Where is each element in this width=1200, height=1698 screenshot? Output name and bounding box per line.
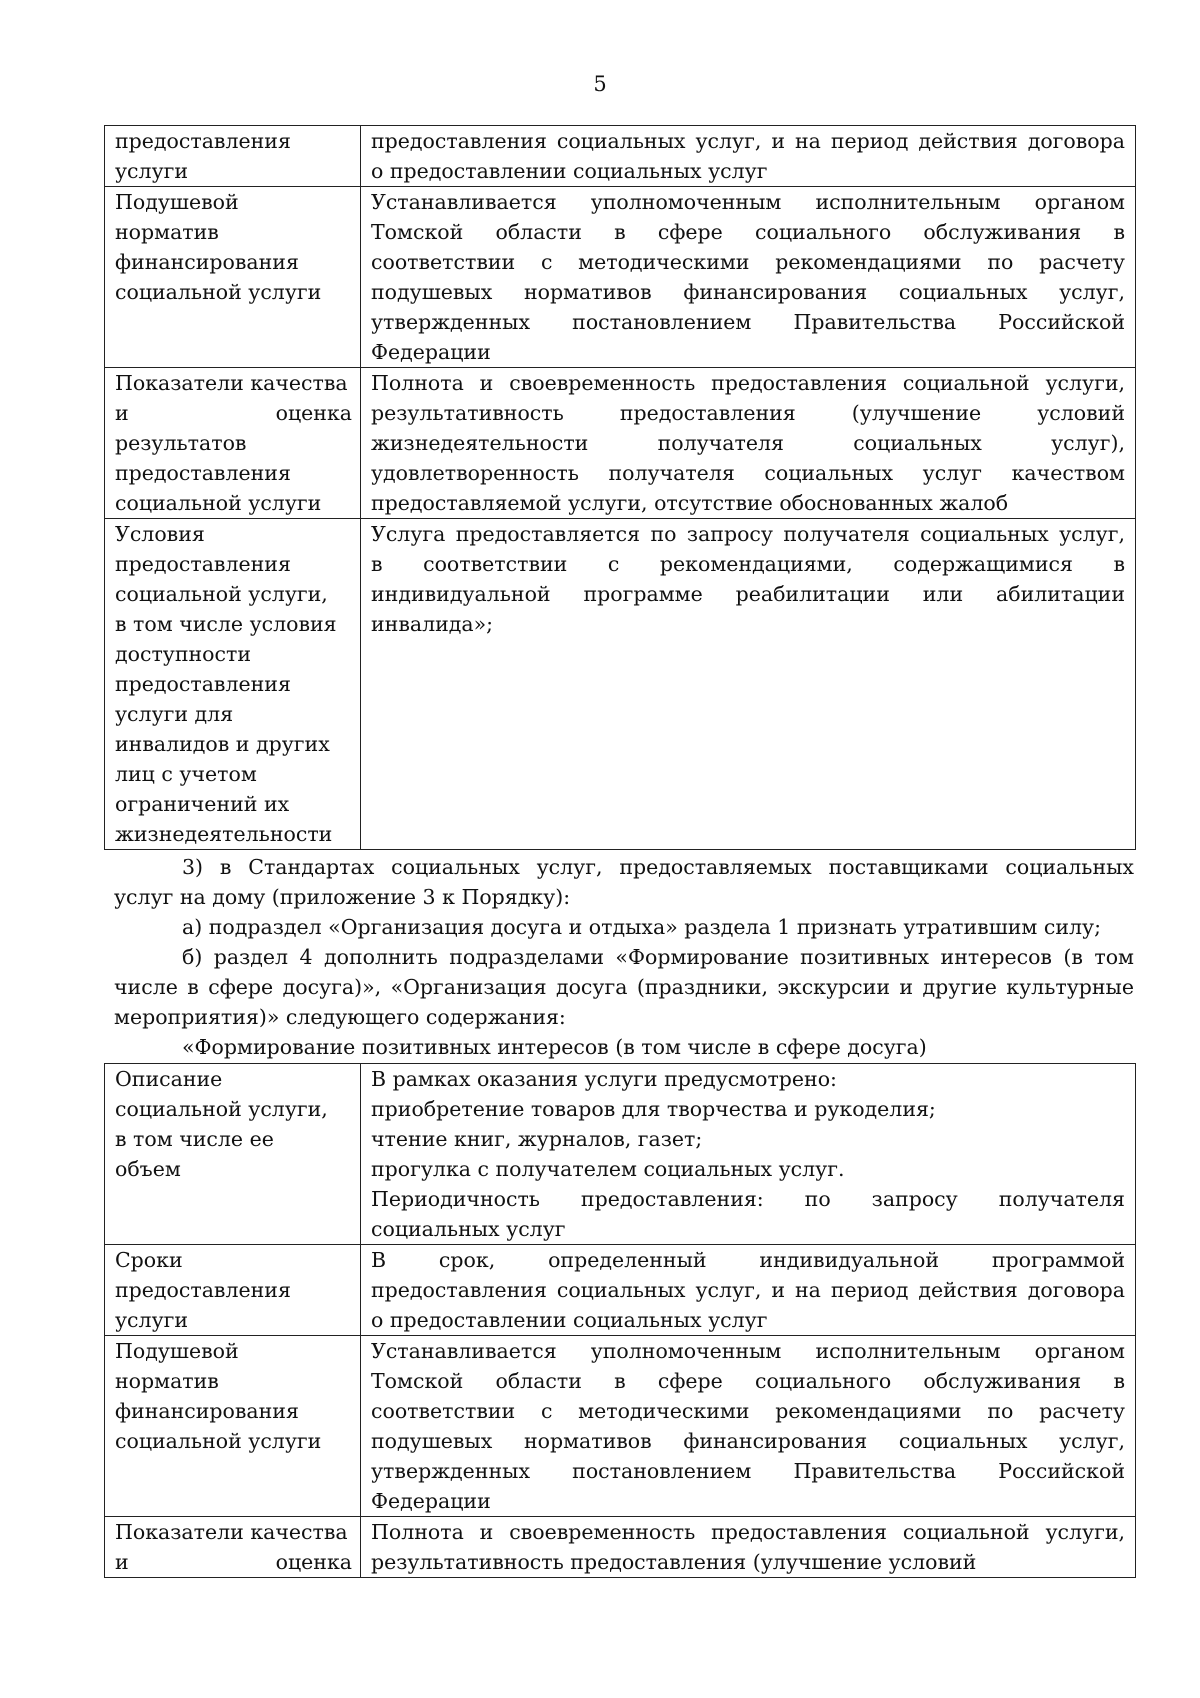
text-line: предоставляемой услуги, отсутствие обоснованных жалоб [371, 491, 1009, 515]
text-line: услуги для [115, 702, 234, 726]
text-line: в том числе условия [115, 612, 337, 636]
text-line: инвалидов и других [115, 732, 330, 756]
text-line: предоставления [115, 461, 291, 485]
text-line: и оценка [115, 1550, 352, 1574]
text-line: и оценка [115, 401, 352, 425]
text-line: Сроки [115, 1248, 183, 1272]
text-line: социальной услуги [115, 491, 322, 515]
standards-table-continued [104, 125, 1136, 850]
text-line: утвержденных постановлением Правительства Российской [371, 310, 1125, 334]
row-label-cell [105, 1517, 361, 1578]
text-line: результативность предоставления (улучшение условий [371, 1550, 977, 1574]
text-line: числе в сфере досуга)», «Организация досуга (праздники, экскурсии и другие культурные [114, 975, 1134, 999]
row-label-cell [105, 126, 361, 187]
text-line: чтение книг, журналов, газет; [371, 1127, 703, 1151]
text-line: услуги [115, 1308, 189, 1332]
text-line: Полнота и своевременность предоставления социальной услуги, [371, 1520, 1125, 1544]
paragraph-3a [114, 912, 1134, 942]
text-line: прогулка с получателем социальных услуг. [371, 1157, 845, 1181]
text-line: услуг на дому (приложение 3 к Порядку): [114, 885, 571, 909]
text-line: о предоставлении социальных услуг [371, 1308, 768, 1332]
text-line: Устанавливается уполномоченным исполнительным органом [371, 1339, 1125, 1363]
table-row [105, 1245, 1136, 1336]
page-number: 5 [593, 72, 607, 96]
text-line: жизнедеятельности получателя социальных услуг), [371, 431, 1125, 455]
text-line: предоставления [115, 1278, 291, 1302]
text-line: финансирования [115, 250, 299, 274]
text-line: Полнота и своевременность предоставления социальной услуги, [371, 371, 1125, 395]
text-line: норматив [115, 1369, 219, 1393]
text-line: в соответствии с рекомендациями, содержащимися в [371, 552, 1125, 576]
amendment-paragraphs [114, 852, 1134, 1062]
text-line: удовлетворенность получателя социальных услуг качеством [371, 461, 1125, 485]
row-label-cell [105, 1245, 361, 1336]
row-label-cell [105, 519, 361, 850]
text-line: Устанавливается уполномоченным исполнительным органом [371, 190, 1125, 214]
text-line: жизнедеятельности [115, 822, 333, 846]
text-line: в том числе ее [115, 1127, 274, 1151]
text-line: социальной услуги [115, 280, 322, 304]
text-line: предоставления [115, 129, 291, 153]
text-line: социальных услуг [371, 1217, 566, 1241]
row-label-cell [105, 1336, 361, 1517]
subsection-title [114, 1032, 1134, 1062]
text-line: подушевых нормативов финансирования социальных услуг, [371, 280, 1125, 304]
text-line: утвержденных постановлением Правительства Российской [371, 1459, 1125, 1483]
leisure-interest-standard-table [104, 1063, 1136, 1578]
text-line: Периодичность предоставления: по запросу получателя [371, 1187, 1125, 1211]
table-row [105, 187, 1136, 368]
text-line: Описание [115, 1067, 223, 1091]
text-line: социальной услуги [115, 1429, 322, 1453]
text-line: лиц с учетом [115, 762, 257, 786]
paragraph-3 [114, 852, 1134, 912]
text-line: 3) в Стандартах социальных услуг, предоставляемых поставщиками социальных [182, 855, 1134, 879]
row-content-cell [361, 368, 1136, 519]
row-label-cell [105, 187, 361, 368]
text-line: а) подраздел «Организация досуга и отдыха» раздела 1 признать утратившим силу; [182, 915, 1102, 939]
row-content-cell [361, 1245, 1136, 1336]
table-row [105, 519, 1136, 850]
row-label-cell [105, 1064, 361, 1245]
text-line: результатов [115, 431, 247, 455]
text-line: Федерации [371, 340, 491, 364]
text-line: Федерации [371, 1489, 491, 1513]
table-row [105, 1064, 1136, 1245]
text-line: Подушевой [115, 1339, 239, 1363]
table-row [105, 368, 1136, 519]
text-line: услуги [115, 159, 189, 183]
text-line: результативность предоставления (улучшение условий [371, 401, 1125, 425]
text-line: Подушевой [115, 190, 239, 214]
text-line: финансирования [115, 1399, 299, 1423]
text-line: соответствии с методическими рекомендациями по расчету [371, 250, 1125, 274]
text-line: предоставления социальных услуг, и на период действия договора [371, 129, 1125, 153]
row-content-cell [361, 1064, 1136, 1245]
row-content-cell [361, 1517, 1136, 1578]
text-line: предоставления [115, 672, 291, 696]
table-row [105, 126, 1136, 187]
table-row [105, 1336, 1136, 1517]
text-line: Услуга предоставляется по запросу получателя социальных услуг, [371, 522, 1125, 546]
table-row [105, 1517, 1136, 1578]
text-line: подушевых нормативов финансирования социальных услуг, [371, 1429, 1125, 1453]
text-line: социальной услуги, [115, 582, 328, 606]
text-line: В срок, определенный индивидуальной программой [371, 1248, 1125, 1272]
row-content-cell [361, 519, 1136, 850]
text-line: предоставления социальных услуг, и на период действия договора [371, 1278, 1125, 1302]
text-line: инвалида»; [371, 612, 494, 636]
text-line: В рамках оказания услуги предусмотрено: [371, 1067, 837, 1091]
text-line: Показатели качества [115, 371, 348, 395]
row-content-cell [361, 187, 1136, 368]
text-line: индивидуальной программе реабилитации или абилитации [371, 582, 1125, 606]
text-line: «Формирование позитивных интересов (в том числе в сфере досуга) [182, 1035, 927, 1059]
text-line: о предоставлении социальных услуг [371, 159, 768, 183]
text-line: норматив [115, 220, 219, 244]
text-line: Условия [115, 522, 205, 546]
text-line: предоставления [115, 552, 291, 576]
text-line: б) раздел 4 дополнить подразделами «Формирование позитивных интересов (в том [182, 945, 1134, 969]
text-line: соответствии с методическими рекомендациями по расчету [371, 1399, 1125, 1423]
text-line: объем [115, 1157, 181, 1181]
text-line: социальной услуги, [115, 1097, 328, 1121]
text-line: Показатели качества [115, 1520, 348, 1544]
text-line: доступности [115, 642, 252, 666]
row-label-cell [105, 368, 361, 519]
text-line: мероприятия)» следующего содержания: [114, 1005, 566, 1029]
row-content-cell [361, 1336, 1136, 1517]
text-line: ограничений их [115, 792, 290, 816]
paragraph-3b [114, 942, 1134, 1032]
row-content-cell [361, 126, 1136, 187]
text-line: приобретение товаров для творчества и рукоделия; [371, 1097, 936, 1121]
text-line: Томской области в сфере социального обслуживания в [371, 220, 1125, 244]
text-line: Томской области в сфере социального обслуживания в [371, 1369, 1125, 1393]
